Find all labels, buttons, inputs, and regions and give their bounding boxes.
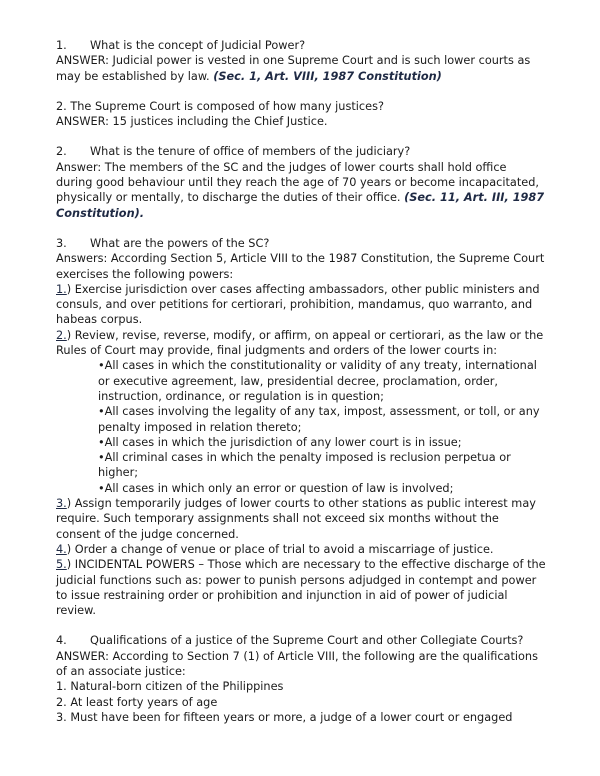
bullet-list xyxy=(98,358,546,496)
power-2 xyxy=(56,328,546,359)
citation: (Sec. 1, Art. VIII, 1987 Constitution) xyxy=(213,69,442,83)
question-text: What are the powers of the SC? xyxy=(90,236,270,250)
bullet-item: • All cases in which the jurisdiction of any lower court is in issue; xyxy=(98,435,546,450)
document-page xyxy=(56,38,546,725)
power-number: 5. xyxy=(56,558,67,572)
question-text: Qualifications of a justice of the Supreme Court and other Collegiate Courts? xyxy=(90,634,524,648)
power-number: 4. xyxy=(56,542,67,556)
answer-1 xyxy=(56,53,546,84)
question-number: 2. xyxy=(56,145,67,159)
qualification-item: 3. Must have been for fifteen years or more, a judge of a lower court or engaged xyxy=(56,710,513,724)
power-text: ) INCIDENTAL POWERS – Those which are necessary to the effective discharge of the judicial functions such as: power to punish persons adjudged in contempt and power to issue restraining order or prohibition and injunction in aid of power of judicial review. xyxy=(56,558,546,618)
question-3 xyxy=(56,144,546,159)
power-3 xyxy=(56,496,546,542)
power-text: ) Review, revise, reverse, modify, or affirm, on appeal or certiorari, as the law or the Rules of Court may provide, final judgments and orders of the lower courts in: xyxy=(56,328,544,358)
question-number: 4. xyxy=(56,634,67,648)
question-text: What is the tenure of office of members of the judiciary? xyxy=(90,145,411,159)
answer-text: Answer: The members of the SC and the judges of lower courts shall hold office during good behaviour until they reach the age of 70 years or become incapacitated, physically or mentally, to discharge the duties of their office. xyxy=(56,160,539,205)
power-4 xyxy=(56,542,546,557)
answer-text: ANSWER: Judicial power is vested in one Supreme Court and is such lower courts as may be established by law. xyxy=(56,54,531,83)
question-text: What is the concept of Judicial Power? xyxy=(90,39,306,52)
question-5 xyxy=(56,633,546,648)
question-1 xyxy=(56,38,546,53)
power-5 xyxy=(56,557,546,618)
bullet-item: • All criminal cases in which the penalty imposed is reclusion perpetua or higher; xyxy=(98,450,546,481)
power-number: 1. xyxy=(56,282,67,296)
question-2: 2. The Supreme Court is composed of how many justices? xyxy=(56,99,384,113)
power-text: ) Order a change of venue or place of trial to avoid a miscarriage of justice. xyxy=(66,542,494,556)
qualification-item: 1. Natural-born citizen of the Philippines xyxy=(56,680,284,694)
answer-5: ANSWER: According to Section 7 (1) of Article VIII, the following are the qualifications of an associate justice: xyxy=(56,649,538,678)
bullet-item: • All cases in which the constitutionality or validity of any treaty, international or executive agreement, law, presidential decree, proclamation, order, instruction, ordinance, or regulation is in question; xyxy=(98,358,546,404)
power-number: 3. xyxy=(56,497,67,511)
question-number: 3. xyxy=(56,236,67,250)
question-4 xyxy=(56,236,546,251)
answer-2: ANSWER: 15 justices including the Chief Justice. xyxy=(56,115,328,129)
question-number: 1. xyxy=(56,39,67,52)
bullet-item: • All cases involving the legality of any tax, impost, assessment, or toll, or any penalty imposed in relation thereto; xyxy=(98,404,546,435)
power-text: ) Assign temporarily judges of lower courts to other stations as public interest may require. Such temporary assignments shall not exceed six months without the consent of the judge concerned. xyxy=(56,497,536,541)
citation: (Sec. 11, Art. III, 1987 Constitution). xyxy=(56,191,545,220)
qualification-item: 2. At least forty years of age xyxy=(56,695,218,709)
bullet-item: • All cases in which only an error or question of law is involved; xyxy=(98,481,546,496)
answer-4-intro: Answers: According Section 5, Article VIII to the 1987 Constitution, the Supreme Court exercises the following powers: xyxy=(56,252,545,281)
answer-3 xyxy=(56,160,546,221)
power-1 xyxy=(56,282,546,328)
power-text: ) Exercise jurisdiction over cases affecting ambassadors, other public ministers and consuls, and over petitions for certiorari, prohibition, mandamus, quo warranto, and habeas corpus. xyxy=(56,282,540,327)
power-number: 2. xyxy=(56,328,67,342)
